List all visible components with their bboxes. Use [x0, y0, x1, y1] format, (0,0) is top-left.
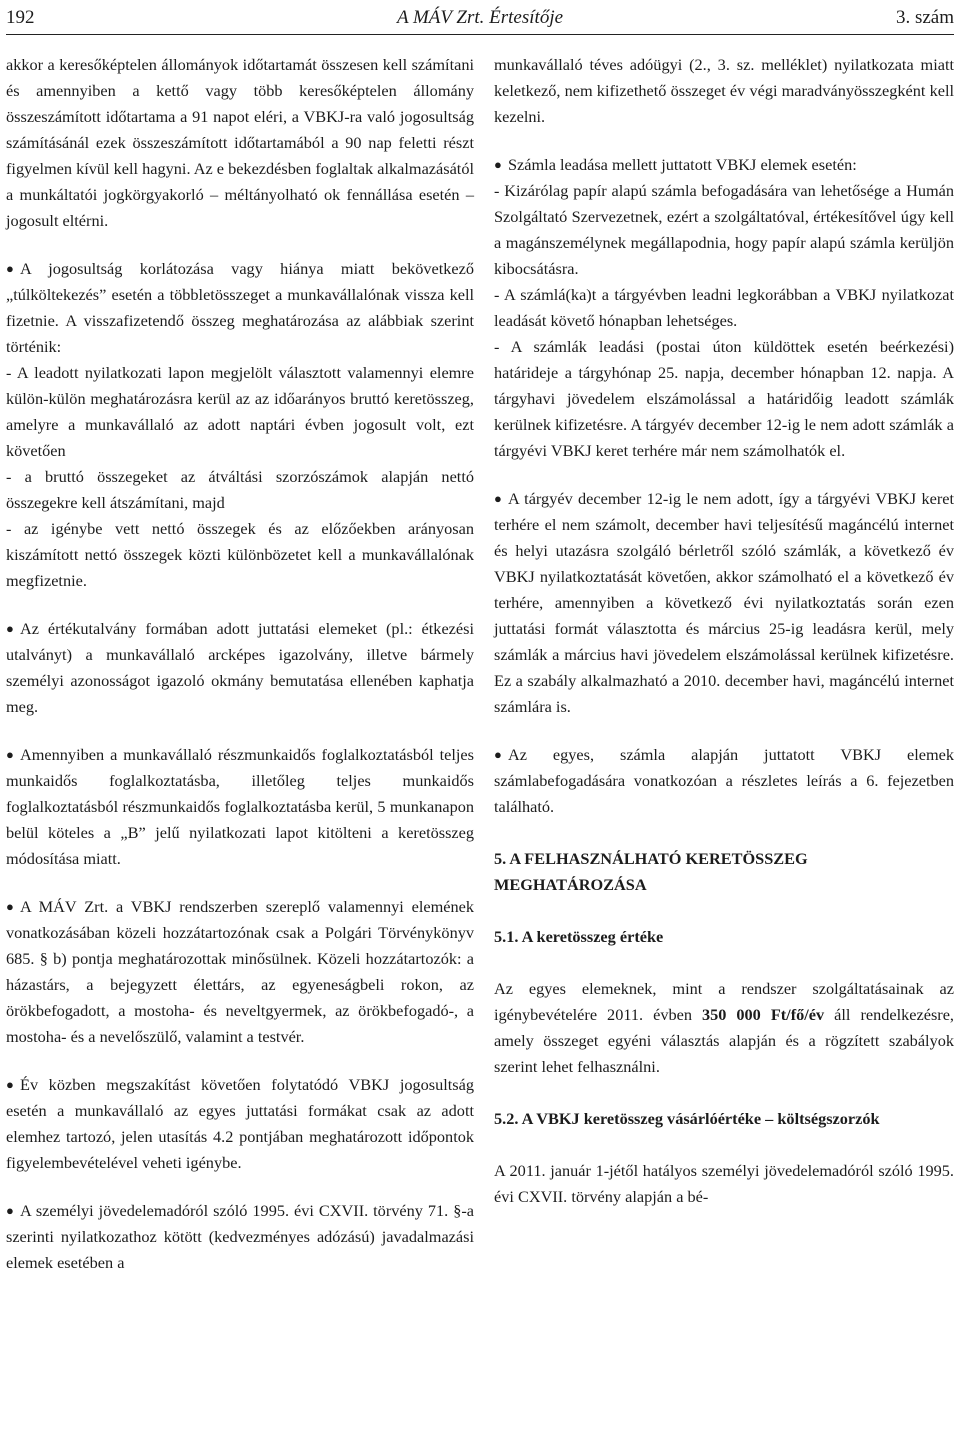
- journal-title: A MÁV Zrt. Értesítője: [396, 7, 564, 28]
- paragraph: munkavállaló téves adóügyi (2., 3. sz. melléklet) nyilatkozata miatt keletkező, nem kifizethető összeget év végi maradványösszegként kell kezelni.: [494, 55, 954, 126]
- subsection-heading: 5.2. A VBKJ keretösszeg vásárlóértéke – költségszorzók: [494, 1109, 880, 1128]
- paragraph: Az egyes elemeknek, mint a rendszer szolgáltatásainak az igénybevételére 2011. évben 350 000 Ft/fő/év áll rendelkezésre, amely összeget egyéni választás alapján és a rögzített szabályok szerint lehet felhasználni.: [494, 979, 955, 1076]
- page-number: 192: [6, 7, 35, 28]
- bullet-icon: ●: [6, 261, 14, 276]
- bullet-paragraph: ● A személyi jövedelemadóról szóló 1995. évi CXVII. törvény 71. §-a szerinti nyilatkozathoz kötött (kedvezményes adózású) javadalmazási elemek esetében a: [6, 1198, 474, 1276]
- left-column: [6, 52, 474, 1276]
- bullet-paragraph: ● Az egyes, számla alapján juttatott VBKJ elemek számlabefogadására vonatkozóan a részletes leírás a 6. fejezetben található.: [494, 742, 954, 820]
- bullet-paragraph: ● A MÁV Zrt. a VBKJ rendszerben szereplő valamennyi elemének vonatkozásában közeli hozzátartozónak csak a Polgári Törvénykönyv 685. § b) pontja meghatározottak minősülnek. Közeli hozzátartozók: a házastárs, a bejegyzett élettárs, az egyeneságbeli rokon, az örökbefogadott, a mostoha- és neveltgyermek, az örökbefogadó-, a mostoha- és a nevelőszülő, valamint a testvér.: [6, 894, 474, 1050]
- dash-item: - a bruttó összegeket az átváltási szorzószámok alapján nettó összegekre kell átszámítani, majd: [6, 467, 474, 512]
- dash-item: - A számlá(ka)t a tárgyévben leadni legkorábban a VBKJ nyilatkozat leadását követő hónapban lehetséges.: [494, 285, 954, 330]
- header-rule: [6, 34, 954, 35]
- bullet-icon: ●: [6, 1203, 14, 1218]
- issue-number: 3. szám: [895, 7, 954, 28]
- dash-item: - Kizárólag papír alapú számla befogadására van lehetősége a Humán Szolgáltató Szervezetnek, ezért a szolgáltatóval, értékesítővel úgy kell a magánszemélynek megállapodnia, hogy papír alapú számla kerüljön kibocsátásra.: [494, 181, 954, 278]
- dash-item: - az igénybe vett nettó összegek és az előzőekben arányosan kiszámított nettó összegek közti különbözetet kell a munkavállalónak megfizetnie.: [6, 519, 474, 590]
- bullet-paragraph: ● A jogosultság korlátozása vagy hiánya miatt bekövetkező „túlköltekezés” esetén a többletösszeget a munkavállalónak vissza kell fizetnie. A visszafizetendő összeg meghatározása az alábbiak szerint történik:: [6, 256, 474, 360]
- paragraph: A 2011. január 1-jétől hatályos személyi jövedelemadóról szóló 1995. évi CXVII. törvény alapján a bé-: [494, 1161, 954, 1206]
- dash-item: - A számlák leadási (postai úton küldöttek esetén beérkezési) határideje a tárgyhónap 25. napja, december hónapban 12. napja. A tárgyhavi jövedelem elszámolással a határidőig leadott számlák kerülnek kifizetésre. A tárgyév december 12-ig le nem adott számlák a tárgyévi VBKJ keret terhére már nem számolhatók el.: [494, 337, 954, 460]
- section-heading: 5. A FELHASZNÁLHATÓ KERETÖSSZEG MEGHATÁROZÁSA: [494, 849, 808, 894]
- running-header: [6, 4, 954, 32]
- bullet-paragraph: ● Számla leadása mellett juttatott VBKJ elemek esetén:: [494, 152, 954, 178]
- paragraph: akkor a keresőképtelen állományok időtartamát összesen kell számítani és amennyiben a kettő vagy több keresőképtelen állomány összeszámított időtartama a 91 napot eléri, a VBKJ-ra való jogosultság számításánál ezek összeszámított időtartamából a 90 nap feletti részt figyelmen kívül kell hagyni. Az e bekezdésben foglaltak alkalmazásától a munkáltatói jogkörgyakorló – méltányolható ok fennállása esetén – jogosult eltérni.: [6, 55, 474, 230]
- bullet-paragraph: ● A tárgyév december 12-ig le nem adott, így a tárgyévi VBKJ keret terhére el nem számolt, december havi teljesítésű magáncélú internet és helyi utazásra szolgáló bérletről szóló számlák, a következő év VBKJ nyilatkoztatását követően, akkor számolható el a következő év terhére, amennyiben a következő évi nyilatkoztatás során ezen juttatási formát választotta és március 25-ig leadásra kerül, mely számlák a március havi jövedelem elszámolással kerülnek kifizetésre. Ez a szabály alkalmazható a 2010. december havi, magáncélú internet számlára is.: [494, 486, 954, 720]
- bullet-icon: ●: [6, 899, 14, 914]
- right-column: [494, 52, 954, 1210]
- bullet-paragraph: ● Év közben megszakítást követően folytatódó VBKJ jogosultság esetén a munkavállaló az egyes juttatási formákat csak az adott elemhez tartozó, jelen utasítás 4.2 pontjában meghatározott időpontok figyelembevételével veheti igénybe.: [6, 1072, 474, 1176]
- bullet-icon: ●: [494, 491, 502, 506]
- bullet-icon: ●: [494, 157, 502, 172]
- bullet-paragraph: ● Az értékutalvány formában adott juttatási elemeket (pl.: étkezési utalványt) a munkavállaló arcképes igazolvány, illetve bármely személyi azonosságot igazoló okmány bemutatása ellenében kaphatja meg.: [6, 616, 474, 720]
- bullet-icon: ●: [6, 621, 14, 636]
- dash-item: - A leadott nyilatkozati lapon megjelölt választott valamennyi elemre külön-külön meghatározásra kerül az az időarányos bruttó keretösszeg, amelyre a munkavállaló az adott naptári évben jogosult volt, ezt követően: [6, 363, 474, 460]
- amount-highlight: 350 000 Ft/fő/év: [701, 1005, 825, 1024]
- bullet-icon: ●: [494, 747, 502, 762]
- bullet-paragraph: ● Amennyiben a munkavállaló részmunkaidős foglalkoztatásból teljes munkaidős foglalkoztatásba, illetőleg teljes munkaidős foglalkoztatásból részmunkaidős foglalkoztatásba kerül, 5 munkanapon belül köteles a „B” jelű nyilatkozati lapot kitölteni a keretösszeg módosítása miatt.: [6, 742, 474, 872]
- bullet-icon: ●: [6, 747, 14, 762]
- subsection-heading: 5.1. A keretösszeg értéke: [494, 927, 664, 946]
- bullet-icon: ●: [6, 1077, 14, 1092]
